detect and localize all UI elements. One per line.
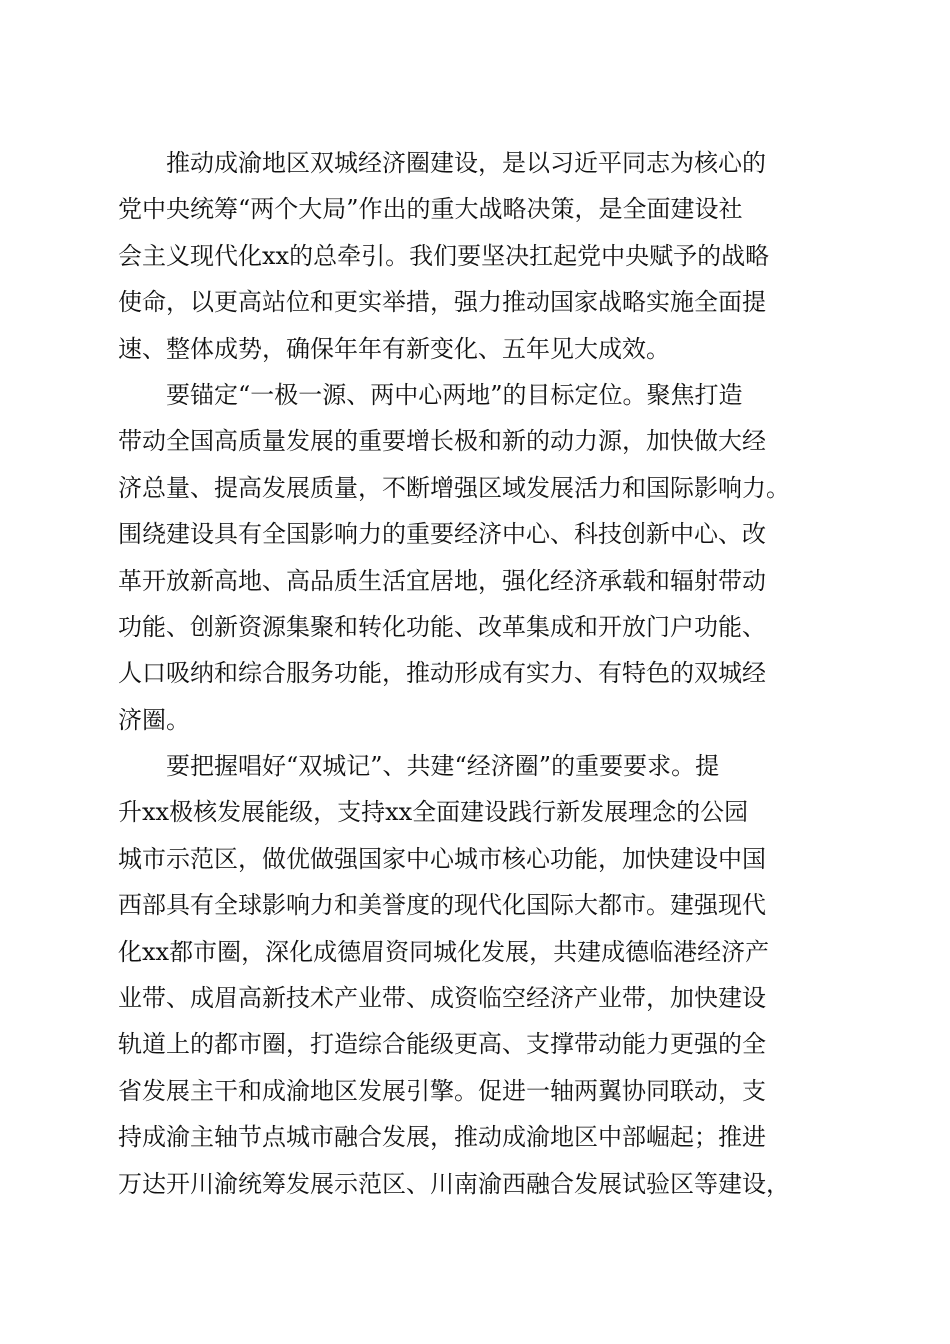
paragraph-line: 轨道上的都市圈，打造综合能级更高、支撑带动能力更强的全 (118, 1030, 766, 1059)
paragraph-line: 会主义现代化xx的总牵引。我们要坚决扛起党中央赋予的战略 (118, 241, 770, 270)
paragraph-line: 城市示范区，做优做强国家中心城市核心功能，加快建设中国 (118, 844, 766, 873)
paragraph-line: 业带、成眉高新技术产业带、成资临空经济产业带，加快建设 (118, 984, 766, 1013)
paragraph-line: 省发展主干和成渝地区发展引擎。促进一轴两翼协同联动，支 (118, 1076, 766, 1105)
paragraph-line: 革开放新高地、高品质生活宜居地，强化经济承载和辐射带动 (118, 566, 766, 595)
paragraph-line: 使命，以更高站位和更实举措，强力推动国家战略实施全面提 (118, 288, 766, 317)
paragraph-3 (118, 743, 838, 1207)
paragraph-line: 化xx都市圈，深化成德眉资同城化发展，共建成德临港经济产 (118, 937, 770, 966)
paragraph-line: 推动成渝地区双城经济圈建设，是以习近平同志为核心的 (166, 149, 766, 177)
document-body (118, 140, 838, 1207)
paragraph-line: 功能、创新资源集聚和转化功能、改革集成和开放门户功能、 (118, 612, 766, 641)
paragraph-line: 带动全国高质量发展的重要增长极和新的动力源，加快做大经 (118, 427, 766, 456)
paragraph-line: 济圈。 (118, 705, 190, 734)
paragraph-line: 速、整体成势，确保年年有新变化、五年见大成效。 (118, 334, 670, 363)
paragraph-line: 持成渝主轴节点城市融合发展，推动成渝地区中部崛起；推进 (118, 1123, 766, 1152)
paragraph-line: 济总量、提高发展质量，不断增强区域发展活力和国际影响力。 (118, 473, 790, 502)
paragraph-line: 要把握唱好“双城记”、共建“经济圈”的重要要求。提 (166, 752, 720, 781)
paragraph-line: 围绕建设具有全国影响力的重要经济中心、科技创新中心、改 (118, 520, 766, 549)
paragraph-line: 西部具有全球影响力和美誉度的现代化国际大都市。建强现代 (118, 891, 766, 920)
paragraph-2 (118, 372, 838, 743)
paragraph-line: 人口吸纳和综合服务功能，推动形成有实力、有特色的双城经 (118, 659, 766, 688)
paragraph-line: 党中央统筹“两个大局”作出的重大战略决策，是全面建设社 (118, 195, 743, 224)
paragraph-line: 升xx极核发展能级，支持xx全面建设践行新发展理念的公园 (118, 798, 749, 827)
paragraph-line: 要锚定“一极一源、两中心两地”的目标定位。聚焦打造 (166, 380, 743, 409)
paragraph-line: 万达开川渝统筹发展示范区、川南渝西融合发展试验区等建设， (118, 1169, 790, 1198)
paragraph-1 (118, 140, 838, 372)
